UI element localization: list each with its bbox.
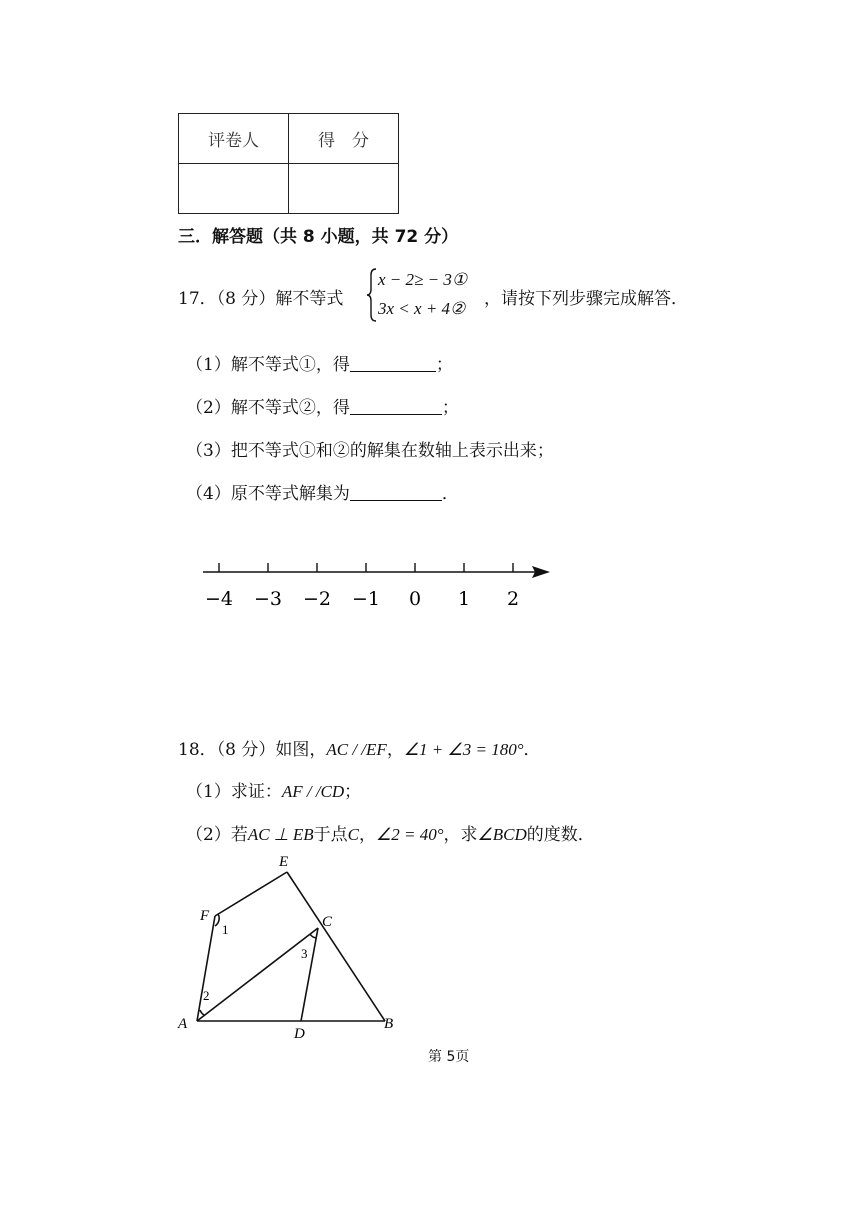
step2-blank [350, 398, 442, 415]
q18-part2-pre: （2）若 [186, 825, 248, 845]
label-d: D [294, 1026, 305, 1042]
q18-part2-point: C [347, 825, 359, 844]
q18-part1-end: ； [344, 782, 362, 802]
q18-part1 [186, 777, 361, 802]
label-angle-1: 1 [222, 922, 229, 937]
q17-step4 [186, 479, 459, 504]
q18-math-angle-sum: ∠1 + ∠3 = 180° [403, 740, 524, 759]
tick-label: 2 [506, 588, 520, 610]
score-header: 得 分 [289, 114, 399, 164]
q18-intro-text: 18．（8 分）如图， [178, 740, 327, 760]
step1-end: ； [435, 355, 453, 375]
step1-blank [350, 355, 436, 372]
q18-part2-angle2: ∠2 = 40° [375, 825, 444, 844]
label-b: B [384, 1016, 394, 1032]
label-angle-3: 3 [301, 946, 308, 961]
step1-text: （1）解不等式①，得 [186, 355, 350, 375]
q18-part2-end: 的度数． [526, 825, 595, 845]
q18-part2-angle-bcd: ∠BCD [477, 825, 527, 844]
system-brace [366, 267, 378, 323]
step2-text: （2）解不等式②，得 [186, 398, 350, 418]
inequality-1: x − 2≥ − 3① [378, 270, 468, 289]
q17-intro: 17．（8 分）解不等式 [178, 289, 344, 309]
q17-step1 [186, 350, 453, 375]
label-angle-2: 2 [203, 988, 210, 1003]
tick-label: −3 [253, 588, 283, 610]
segment-fe [215, 872, 287, 916]
label-c: C [322, 914, 333, 930]
tick-label: −4 [204, 588, 234, 610]
tick-label: 1 [457, 588, 471, 610]
q18-comma: ， [386, 740, 404, 760]
label-e: E [279, 854, 289, 870]
segment-cd [301, 928, 318, 1021]
page-footer: 第 5页 [428, 1049, 470, 1065]
grader-cell [179, 164, 289, 214]
score-cell [289, 164, 399, 214]
q18-period: ． [523, 740, 541, 760]
tick-label: 0 [408, 588, 422, 610]
q18-part2-mid: 于点 [313, 825, 348, 845]
step4-blank [350, 484, 442, 501]
label-a: A [178, 1016, 188, 1032]
number-line [195, 555, 560, 615]
grader-table [178, 113, 399, 214]
q17-tail: ，请按下列步骤完成解答． [484, 289, 688, 309]
q17-step2 [186, 393, 459, 418]
q18-part2-comma: ， [358, 825, 376, 845]
step4-text: （4）原不等式解集为 [186, 484, 350, 504]
section-title: 三．解答题（共 8 小题，共 72 分） [178, 227, 459, 247]
q18-part1-text: （1）求证： [186, 782, 282, 802]
step2-end: ； [441, 398, 459, 418]
q18-part1-math: AF / /CD [281, 782, 345, 801]
angle-3-arc [310, 934, 316, 938]
q18-math-parallel: AC / /EF [326, 740, 387, 759]
segment-af [197, 916, 215, 1021]
geometry-figure [170, 850, 410, 1045]
q18-part2-perp: AC ⊥ EB [247, 825, 314, 844]
segment-ac [197, 928, 318, 1021]
number-line-ticks [205, 563, 519, 610]
tick-label: −1 [351, 588, 381, 610]
angle-2-arc [200, 1010, 204, 1015]
inequality-2: 3x < x + 4② [378, 299, 466, 318]
grader-header: 评卷人 [179, 114, 289, 164]
q18-part2-mid2: ，求 [443, 825, 478, 845]
step4-end: ． [441, 484, 459, 504]
q18-intro [178, 735, 541, 760]
tick-label: −2 [302, 588, 332, 610]
q18-part2 [186, 820, 595, 845]
q17-step3: （3）把不等式①和②的解集在数轴上表示出来； [186, 441, 554, 461]
label-f: F [200, 908, 210, 924]
